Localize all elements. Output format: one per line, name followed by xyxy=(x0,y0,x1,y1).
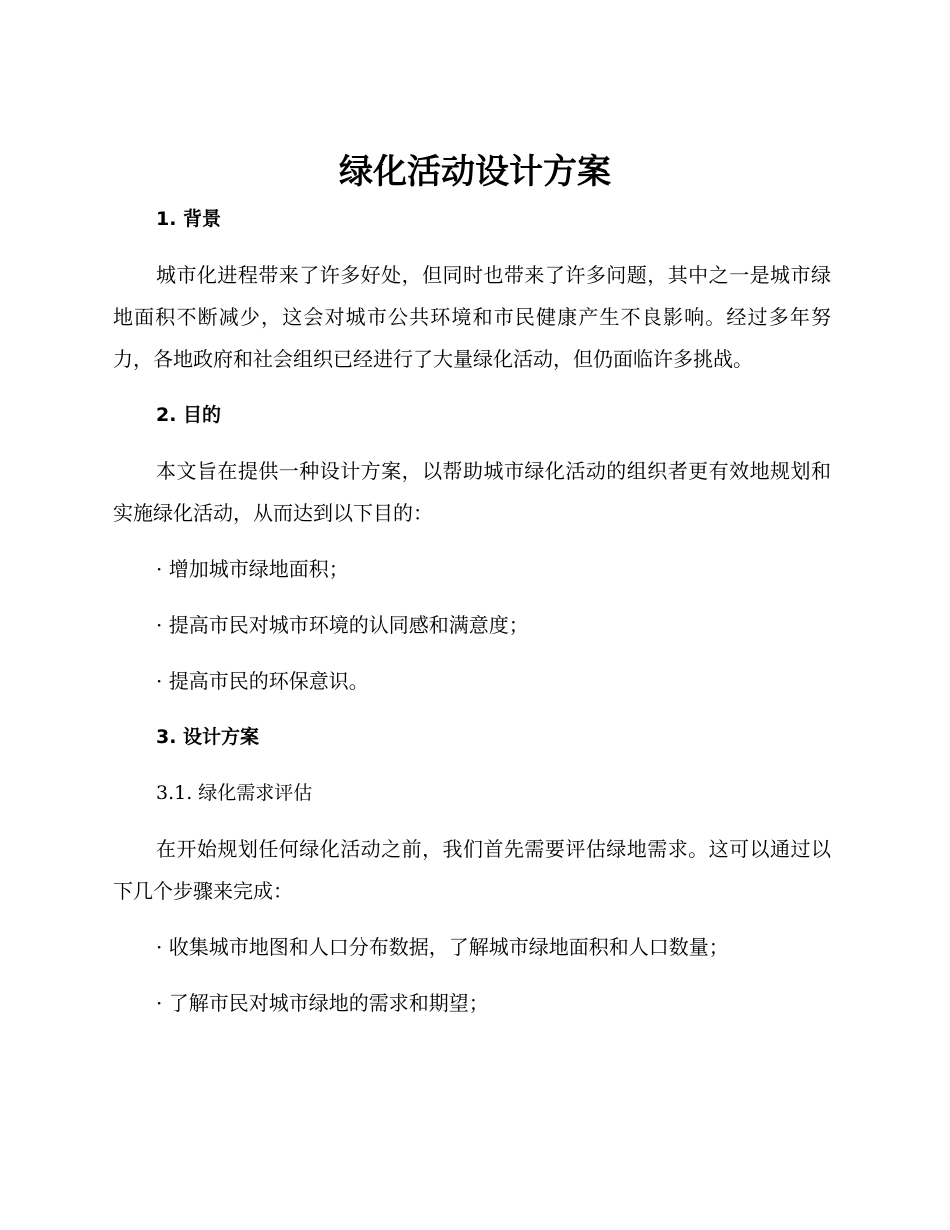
purpose-list-item: · 提高市民的环保意识。 xyxy=(156,669,369,693)
purpose-list-item: · 提高市民对城市环境的认同感和满意度； xyxy=(156,613,529,637)
purpose-paragraph: 本文旨在提供一种设计方案，以帮助城市绿化活动的组织者更有效地规划和实施绿化活动，从而达到以下目的： xyxy=(113,459,831,525)
background-paragraph: 城市化进程带来了许多好处，但同时也带来了许多问题，其中之一是城市绿地面积不断减少，这会对城市公共环境和市民健康产生不良影响。经过多年努力，各地政府和社会组织已经进行了大量绿化活动，但仍面临许多挑战。 xyxy=(113,263,831,371)
section-heading-background: 1. 背景 xyxy=(156,208,222,230)
design-paragraph: 在开始规划任何绿化活动之前，我们首先需要评估绿地需求。这可以通过以下几个步骤来完成： xyxy=(113,837,831,903)
section-heading-purpose: 2. 目的 xyxy=(156,404,222,426)
purpose-list-item: · 增加城市绿地面积； xyxy=(156,557,349,581)
document-body xyxy=(113,198,831,1024)
subsection-heading-needs-assessment: 3.1. 绿化需求评估 xyxy=(156,782,313,804)
design-list-item: · 收集城市地图和人口分布数据，了解城市绿地面积和人口数量； xyxy=(156,935,729,959)
design-list-item: · 了解市民对城市绿地的需求和期望； xyxy=(156,991,489,1015)
section-heading-design: 3. 设计方案 xyxy=(156,726,260,748)
document-title: 绿化活动设计方案 xyxy=(339,152,611,192)
